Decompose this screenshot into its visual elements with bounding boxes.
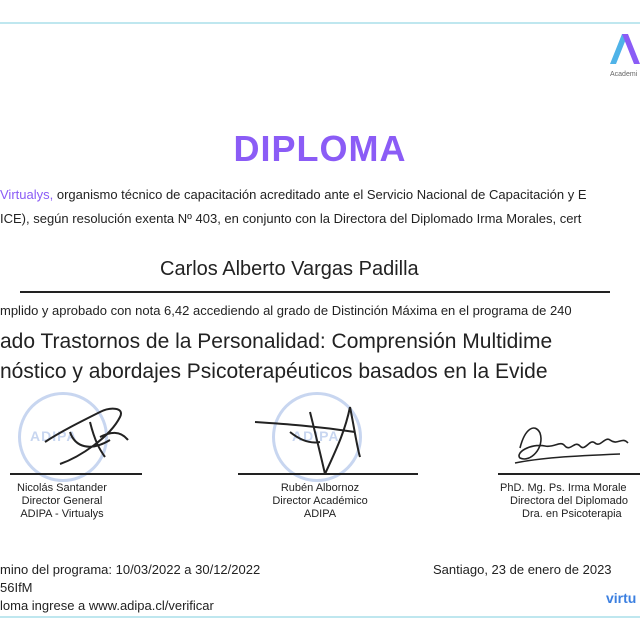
bottom-border <box>0 616 640 618</box>
signer-2-name: Rubén Albornoz <box>280 482 360 494</box>
signer-2-role: Director Académico <box>272 495 368 507</box>
intro-line-2: ICE), según resolución exenta Nº 403, en conjunto con la Directora del Diplomado Irma Morales, cert <box>0 211 582 226</box>
brand-name: Virtualys, <box>0 187 54 202</box>
signer-2-org: ADIPA <box>303 508 337 520</box>
signer-2 <box>250 482 390 521</box>
signature-albornoz <box>255 402 385 477</box>
signer-3-role: Directora del Diplomado <box>510 495 628 507</box>
signer-3 <box>500 482 640 521</box>
top-border <box>0 22 640 24</box>
intro-line-1 <box>0 187 587 202</box>
approval-text: mplido y aprobado con nota 6,42 accediendo al grado de Distinción Máxima en el programa de 240 <box>0 303 572 318</box>
signer-1 <box>0 482 124 521</box>
signature-santander <box>40 402 130 472</box>
seal-left-text: ADIPA <box>30 428 78 444</box>
verification-code: 56IfM <box>0 580 33 595</box>
signer-1-org: ADIPA - Virtualys <box>20 508 104 520</box>
recipient-name: Carlos Alberto Vargas Padilla <box>160 258 419 280</box>
program-title-line-1: ado Trastornos de la Personalidad: Comprensión Multidime <box>0 330 553 353</box>
signature-line-2 <box>238 473 418 475</box>
adipa-logo-icon <box>606 30 640 70</box>
program-title-line-2: nóstico y abordajes Psicoterapéuticos basados en la Evide <box>0 360 548 383</box>
logo-subtitle: Academi <box>610 71 638 78</box>
intro-line-1-text: organismo técnico de capacitación acreditado ante el Servicio Nacional de Capacitación y E <box>53 187 587 202</box>
place-date: Santiago, 23 de enero de 2023 <box>433 562 612 577</box>
program-term: mino del programa: 10/03/2022 a 30/12/2022 <box>0 562 261 577</box>
signature-morales <box>510 418 630 473</box>
signer-1-role: Director General <box>21 495 103 507</box>
virtualys-logo: virtu <box>606 590 637 606</box>
seal-center-text: ADIPA <box>292 428 340 444</box>
signer-1-name: Nicolás Santander <box>17 482 107 494</box>
diploma-title: DIPLOMA <box>233 128 407 169</box>
verify-instructions: loma ingrese a www.adipa.cl/verificar <box>0 598 214 613</box>
signature-line-1 <box>10 473 142 475</box>
signature-line-3 <box>498 473 640 475</box>
signer-3-org: Dra. en Psicoterapia <box>522 508 622 520</box>
signer-3-name: PhD. Mg. Ps. Irma Morale <box>500 482 627 494</box>
name-underline <box>20 291 610 293</box>
